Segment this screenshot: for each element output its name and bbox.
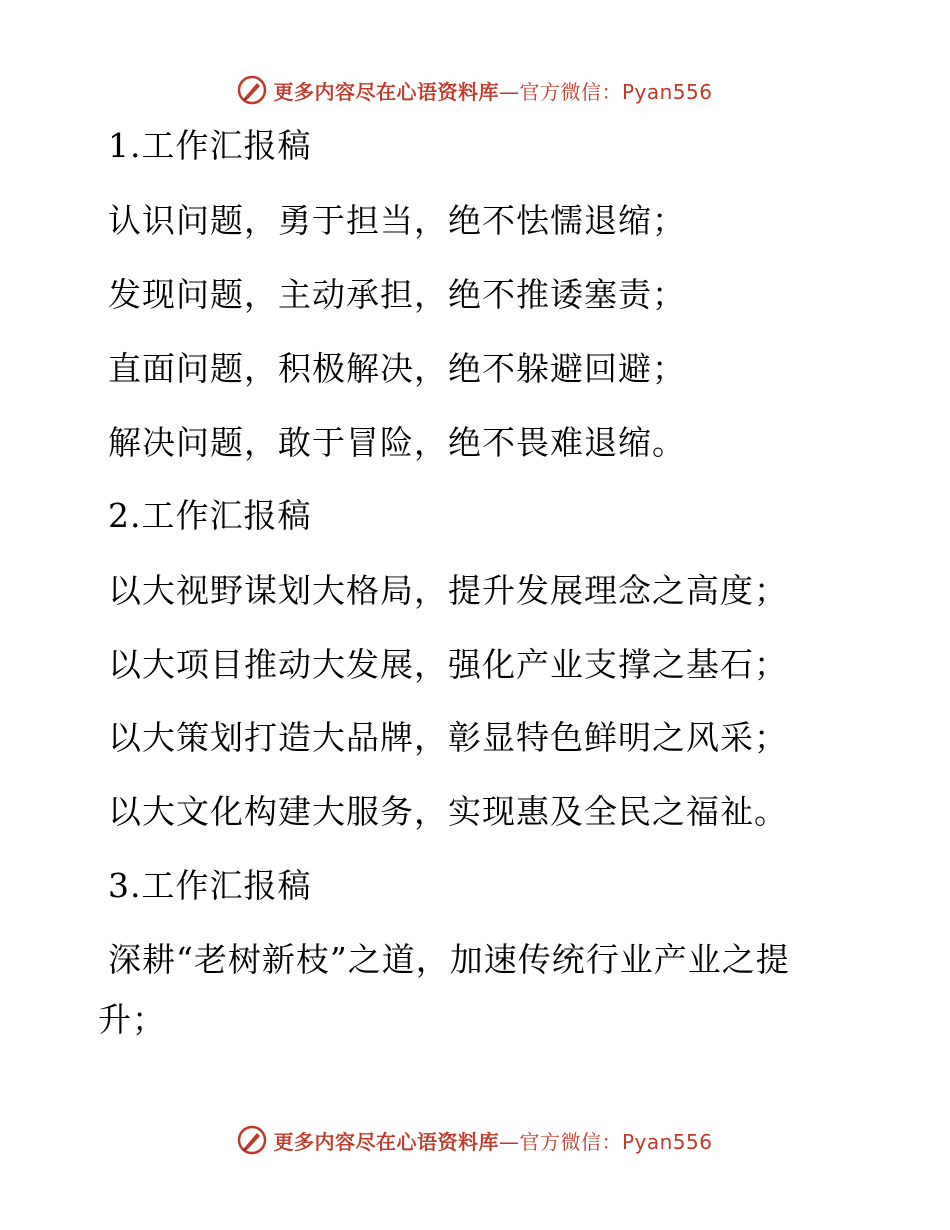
footer-dash: —: [498, 1129, 520, 1154]
section-3-line-2: 升；: [98, 1000, 166, 1039]
section-3-line-1: 深耕“老树新枝”之道，加速传统行业产业之提: [108, 940, 790, 979]
footer-brand: 更多内容尽在心语资料库: [273, 1129, 499, 1154]
section-2-line-4: 以大文化构建大服务，实现惠及全民之福祉。: [108, 792, 788, 831]
section-1-line-3: 直面问题，积极解决，绝不躲避回避；: [108, 349, 686, 388]
section-1-line-2: 发现问题，主动承担，绝不推诿塞责；: [108, 275, 686, 314]
header-banner: [0, 70, 950, 110]
header-banner-text: [273, 76, 712, 105]
header-dash: —: [498, 79, 520, 104]
section-2-line-1: 以大视野谋划大格局，提升发展理念之高度；: [108, 571, 788, 610]
section-1-line-4: 解决问题，敢于冒险，绝不畏难退缩。: [108, 423, 686, 462]
section-2-heading: 2.工作汇报稿: [108, 496, 312, 535]
footer-wechat: 官方微信：Pyan556: [519, 1129, 713, 1154]
pen-nib-logo-icon: [237, 75, 267, 105]
footer-banner: [0, 1120, 950, 1160]
section-1-heading: 1.工作汇报稿: [108, 126, 312, 165]
section-3-heading: 3.工作汇报稿: [108, 866, 312, 905]
footer-banner-text: [273, 1126, 712, 1155]
header-brand: 更多内容尽在心语资料库: [273, 79, 499, 104]
section-1-line-1: 认识问题，勇于担当，绝不怯懦退缩；: [108, 201, 686, 240]
pen-nib-logo-icon: [237, 1125, 267, 1155]
section-2-line-3: 以大策划打造大品牌，彰显特色鲜明之风采；: [108, 718, 788, 757]
section-2-line-2: 以大项目推动大发展，强化产业支撑之基石；: [108, 645, 788, 684]
header-wechat: 官方微信：Pyan556: [519, 79, 713, 104]
